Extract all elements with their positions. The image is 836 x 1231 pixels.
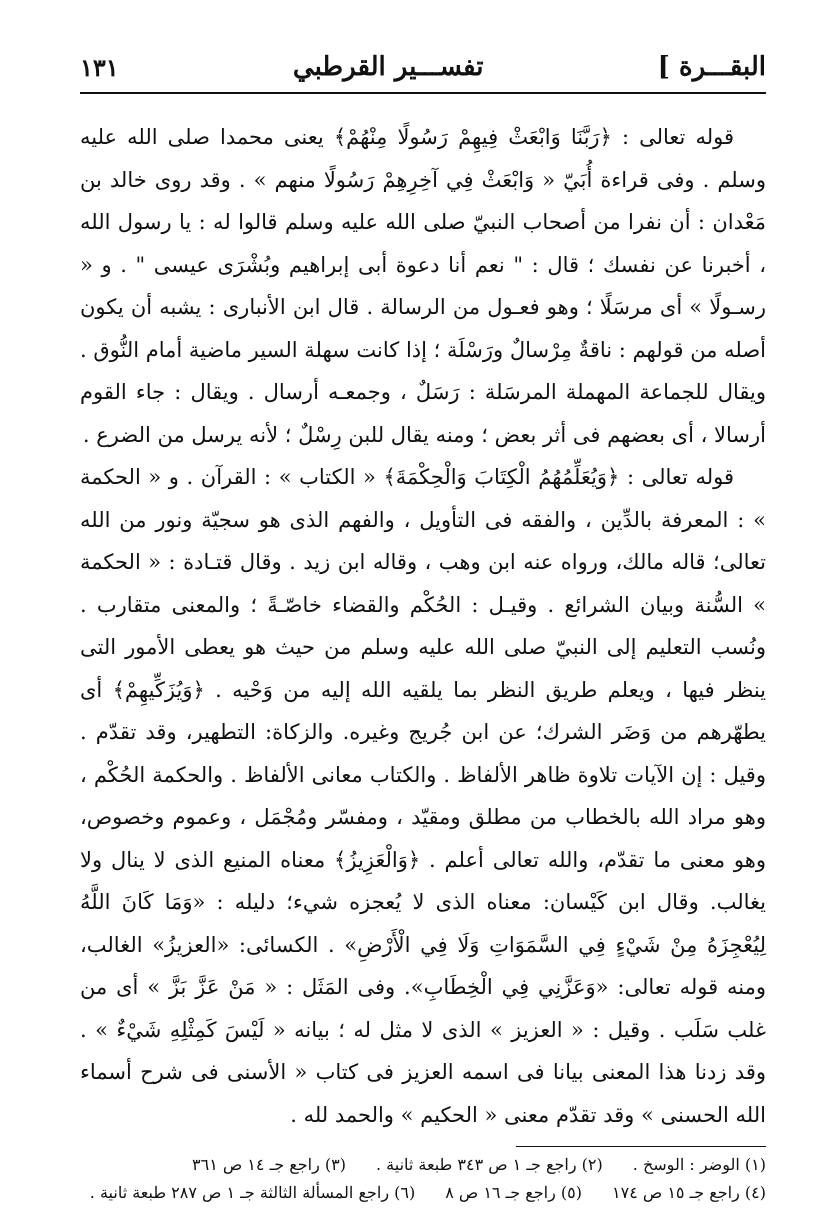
page-number: ١٣١ <box>80 53 119 82</box>
page-header <box>80 38 766 82</box>
footnote-1: (١) الوضر : الوسخ . <box>632 1155 766 1174</box>
header-rule <box>80 92 766 94</box>
footnote-2: (٢) راجع جـ ١ ص ٣٤٣ طبعة ثانية . <box>375 1155 603 1174</box>
paragraph-rasulan: قوله تعالى : ﴿رَبَّنَا وَابْعَثْ فِيهِمْ رَسُولًا مِنْهُمْ﴾ يعنى محمدا صلى الله عليه وسلم . وفى قراءة أُبَيّ « وَابْعَثْ فِي آخِرِهِمْ رَسُولًا منهم » . وقد روى خالد بن مَعْدان : أن نفرا من أصحاب النبيّ صلى الله عليه وسلم قالوا له : يا رسول الله ، أخبرنا عن نفسك ؛ قال : " نعم أنا دعوة أبى إبراهيم وبُشْرَى عيسى " . و « رسـولًا » أى مرسَلًا ؛ وهو فعـول من الرسالة . قال ابن الأنبارى : يشبه أن يكون أصله من قولهم : ناقةٌ مِرْسالٌ ورَسْلَة ؛ إذا كانت سهلة السير ماضية أمام النُّوق . ويقال للجماعة المهملة المرسَلة : رَسَلٌ ، وجمعـه أرسال . ويقال : جاء القوم أرسالا ، أى بعضهم فى أثر بعض ؛ ومنه يقال للبن رِسْلٌ ؛ لأنه يرسل من الضرع . <box>80 125 766 447</box>
surah-name: البقـــرة ] <box>657 52 766 82</box>
footnote-4: (٤) راجع جـ ١٥ ص ١٧٤ <box>612 1183 766 1202</box>
footnote-5: (٥) راجع جـ ١٦ ص ٨ <box>445 1183 583 1202</box>
footnotes <box>80 1151 766 1207</box>
footnote-row <box>80 1151 766 1179</box>
paragraph-hikma: قوله تعالى : ﴿وَيُعَلِّمُهُمُ الْكِتَابَ وَالْحِكْمَةَ﴾ « الكتاب » : القرآن . و « الحكمة » : المعرفة بالدِّين ، والفقه فى التأويل ، والفهم الذى هو سجيّة ونور من الله تعالى؛ قاله مالك، ورواه عنه ابن وهب ، وقاله ابن زيد . وقال قتـادة : « الحكمة » السُّنة وبيان الشرائع . وقيـل : الحُكْم والقضاء خاصّـةً ؛ والمعنى متقارب . ونُسب التعليم إلى النبيّ صلى الله عليه وسلم من حيث هو يعطى الأمور التى ينظر فيها ، ويعلم طريق النظر بما يلقيه الله إليه من وَحْيه . ﴿وَيُزَكِّيهِمْ﴾ أى يطهّرهم من وَضَر الشرك؛ عن ابن جُريج وغيره. والزكاة: التطهير، وقد تقدّم . وقيل : إن الآيات تلاوة ظاهر الألفاظ . والكتاب معانى الألفاظ . والحكمة الحُكْم ، وهو مراد الله بالخطاب من مطلق ومقيّد ، ومفسّر ومُجْمَل ، وعموم وخصوص، وهو معنى ما تقدّم، والله تعالى أعلم . ﴿وَالْعَزِيزُ﴾ معناه المنيع الذى لا ينال ولا يغالب. وقال ابن كَيْسان: معناه الذى لا يُعجزه شيء؛ دليله : «وَمَا كَانَ اللَّهُ لِيُعْجِزَهُ مِنْ شَيْءٍ فِي السَّمَوَاتِ وَلَا فِي الْأَرْضِ» . الكسائى: «العزيزُ» الغالب، ومنه قوله تعالى: «وَعَزَّنِي فِي الْخِطَابِ». وفى المَثَل : « مَنْ عَزَّ بَزَّ » أى من غلب سَلَب . وقيل : « العزيز » الذى لا مثل له ؛ بيانه « لَيْسَ كَمِثْلِهِ شَيْءٌ » . وقد زدنا هذا المعنى بيانا فى اسمه العزيز فى كتاب « الأسنى فى شرح أسماء الله الحسنى » وقد تقدّم معنى « الحكيم » والحمد لله . <box>80 465 767 1127</box>
footnote-3: (٣) راجع جـ ١٤ ص ٣٦١ <box>192 1155 346 1174</box>
footnote-row <box>80 1179 766 1207</box>
page-body <box>80 116 766 1136</box>
footnote-rule <box>516 1146 766 1147</box>
footnote-6: (٦) راجع المسألة الثالثة جـ ١ ص ٢٨٧ طبعة ثانية . <box>89 1183 416 1202</box>
book-title: تفســـير القرطبي <box>292 52 484 82</box>
